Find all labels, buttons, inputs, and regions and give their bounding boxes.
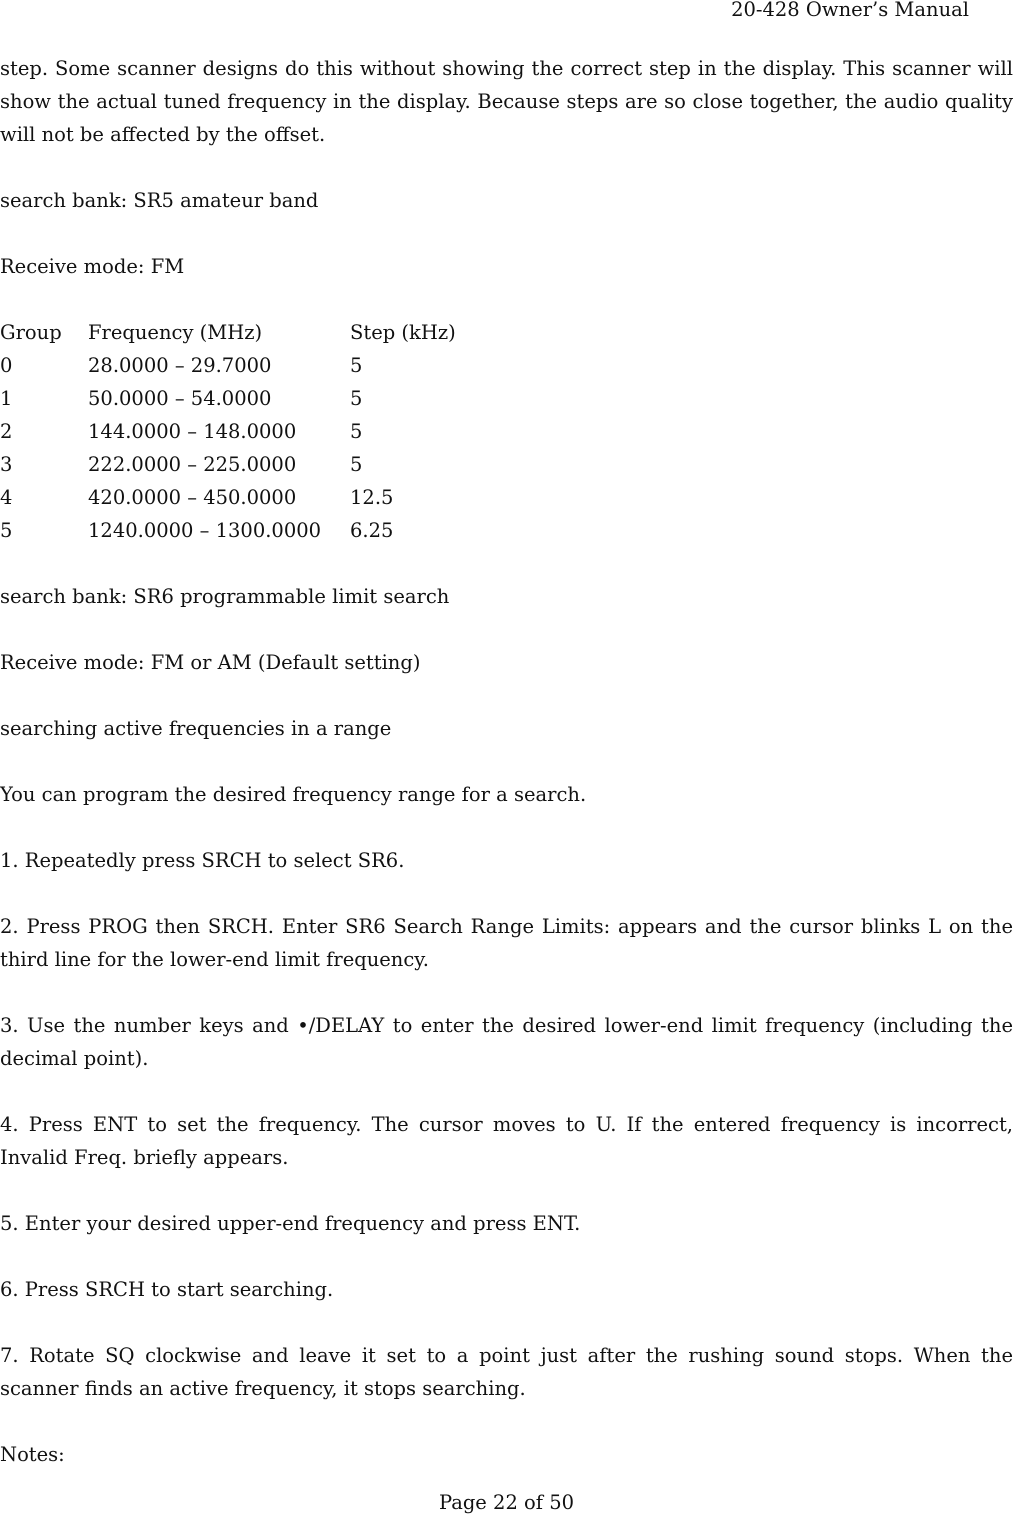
sr5-section-title: search bank: SR5 amateur band	[0, 189, 319, 212]
step-item: 3. Use the number keys and •/DELAY to enter the desired lower-end limit frequency (including the decimal point).	[0, 1014, 1013, 1070]
cell-step: 6.25	[350, 519, 394, 542]
sr5-receive-mode: Receive mode: FM	[0, 255, 185, 278]
cell-group: 0	[0, 354, 13, 377]
cell-group: 3	[0, 453, 13, 476]
cell-group: 4	[0, 486, 13, 509]
cell-group: 2	[0, 420, 13, 443]
cell-step: 5	[350, 453, 363, 476]
intro-paragraph: step. Some scanner designs do this without showing the correct step in the display. This scanner will show the actual tuned frequency in the display. Because steps are so close together, the audio quality will not be affected by the offset.	[0, 57, 1013, 146]
section-subheading: searching active frequencies in a range	[0, 717, 392, 740]
cell-step: 12.5	[350, 486, 394, 509]
step-item: 1. Repeatedly press SRCH to select SR6.	[0, 849, 405, 872]
program-intro: You can program the desired frequency range for a search.	[0, 783, 587, 806]
step-item: 5. Enter your desired upper-end frequency and press ENT.	[0, 1212, 581, 1235]
table-row	[0, 481, 500, 514]
sr6-section-title: search bank: SR6 programmable limit search	[0, 585, 450, 608]
cell-step: 5	[350, 387, 363, 410]
header-frequency: Frequency (MHz)	[88, 321, 263, 344]
cell-step: 5	[350, 354, 363, 377]
notes-label: Notes:	[0, 1443, 65, 1466]
cell-frequency: 222.0000 – 225.0000	[88, 453, 297, 476]
cell-frequency: 28.0000 – 29.7000	[88, 354, 272, 377]
frequency-table	[0, 316, 500, 547]
table-row	[0, 448, 500, 481]
cell-group: 5	[0, 519, 13, 542]
header-step: Step (kHz)	[350, 321, 456, 344]
cell-step: 5	[350, 420, 363, 443]
step-item: 6. Press SRCH to start searching.	[0, 1278, 334, 1301]
sr6-receive-mode: Receive mode: FM or AM (Default setting)	[0, 651, 421, 674]
step-item: 7. Rotate SQ clockwise and leave it set to a point just after the rushing sound stops. When the scanner finds an active frequency, it stops searching.	[0, 1344, 1013, 1400]
page-number: Page 22 of 50	[438, 1491, 575, 1514]
table-row	[0, 382, 500, 415]
cell-group: 1	[0, 387, 13, 410]
table-row	[0, 514, 500, 547]
table-row	[0, 415, 500, 448]
header-group: Group	[0, 321, 62, 344]
table-row	[0, 349, 500, 382]
cell-frequency: 144.0000 – 148.0000	[88, 420, 297, 443]
table-header-row	[0, 316, 500, 349]
cell-frequency: 50.0000 – 54.0000	[88, 387, 272, 410]
step-item: 4. Press ENT to set the frequency. The cursor moves to U. If the entered frequency is incorrect, Invalid Freq. briefly appears.	[0, 1113, 1013, 1169]
document-body	[0, 52, 1013, 1471]
page-header: 20-428 Owner’s Manual	[731, 0, 969, 21]
cell-frequency: 1240.0000 – 1300.0000	[88, 519, 322, 542]
step-item: 2. Press PROG then SRCH. Enter SR6 Search Range Limits: appears and the cursor blinks L on the third line for the lower-end limit frequency.	[0, 915, 1013, 971]
cell-frequency: 420.0000 – 450.0000	[88, 486, 297, 509]
